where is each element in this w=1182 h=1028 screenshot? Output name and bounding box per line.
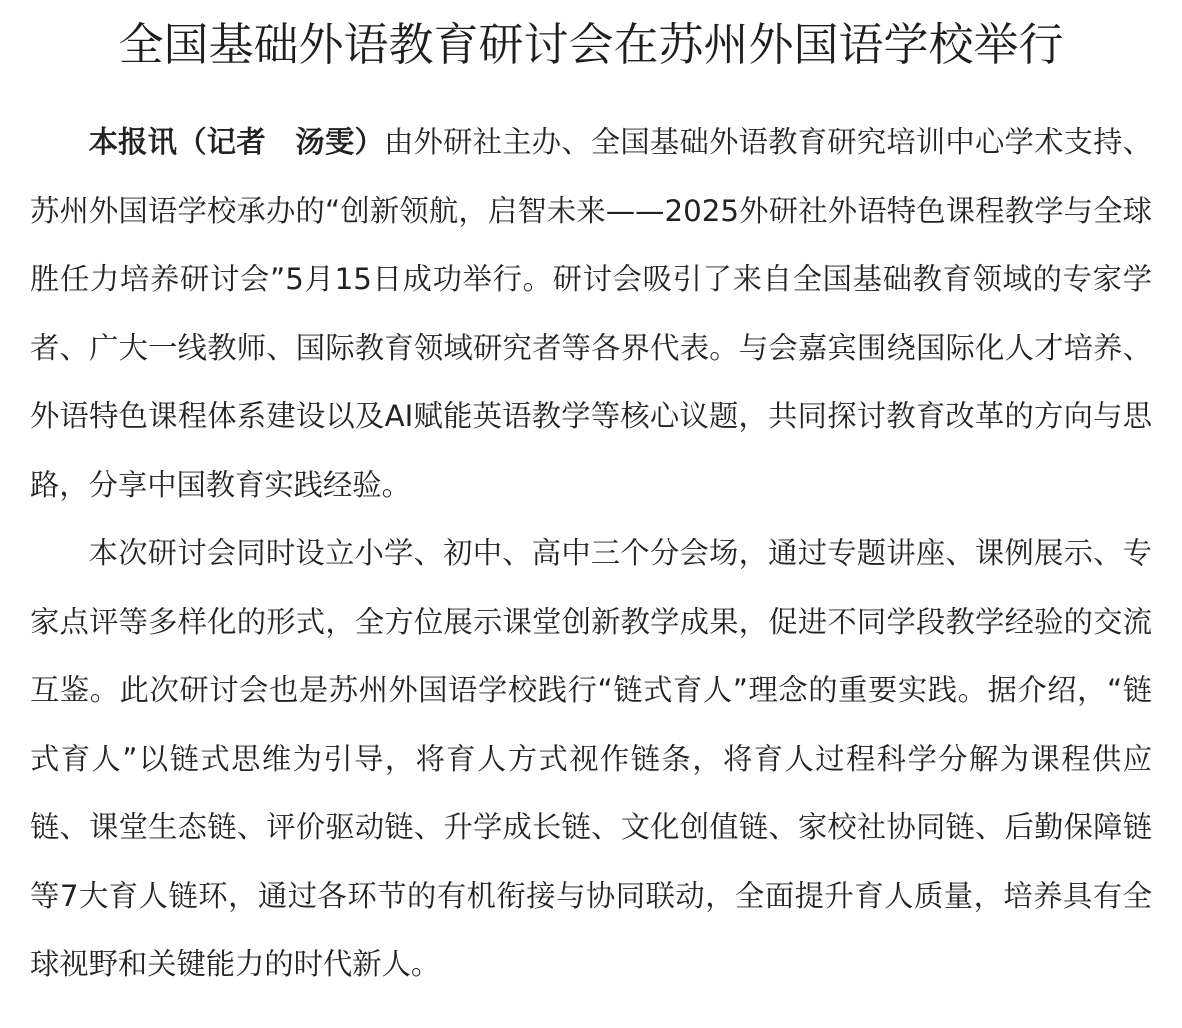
paragraph-1 <box>30 108 1152 519</box>
headline: 全国基础外语教育研讨会在苏州外国语学校举行 <box>118 18 1064 71</box>
paragraph-1-text: 由外研社主办、全国基础外语教育研究培训中心学术支持、苏州外国语学校承办的“创新领航，启智未来——2025外研社外语特色课程教学与全球胜任力培养研讨会”5月15日成功举行。研讨会吸引了来自全国基础教育领域的专家学者、广大一线教师、国际教育领域研究者等各界代表。与会嘉宾围绕国际化人才培养、外语特色课程体系建设以及AI赋能英语教学等核心议题，共同探讨教育改革的方向与思路，分享中国教育实践经验。 <box>30 125 1153 502</box>
paragraph-2: 本次研讨会同时设立小学、初中、高中三个分会场，通过专题讲座、课例展示、专家点评等多样化的形式，全方位展示课堂创新教学成果，促进不同学段教学经验的交流互鉴。此次研讨会也是苏州外国语学校践行“链式育人”理念的重要实践。据介绍，“链式育人”以链式思维为引导，将育人方式视作链条，将育人过程科学分解为课程供应链、课堂生态链、评价驱动链、升学成长链、文化创值链、家校社协同链、后勤保障链等7大育人链环，通过各环节的有机衔接与协同联动，全面提升育人质量，培养具有全球视野和关键能力的时代新人。 <box>30 536 1152 981</box>
article-body <box>30 108 1152 999</box>
byline: 本报讯（记者 汤雯） <box>88 125 385 159</box>
